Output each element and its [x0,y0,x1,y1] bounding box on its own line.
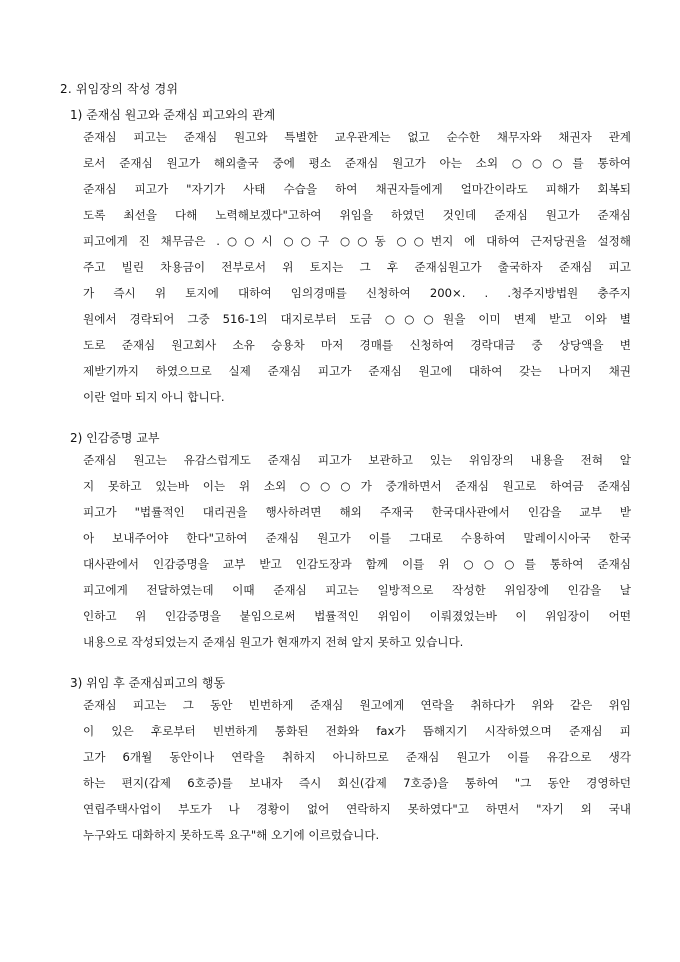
paragraph-line: 제받기까지 하였으므로 실제 준재심 피고가 준재심 원고에 대하여 갖는 나머지 채권 [83,364,631,378]
paragraph-line: 피고에게 진 채무금은 .○○시 ○○구 ○○동 ○○번지 에 대하여 근저당권을 설정해 [83,234,631,248]
paragraph-line: 피고가 "법률적인 대리권을 행사하려면 해외 주재국 한국대사관에서 인감을 교부 받 [83,505,631,519]
paragraph-line: 도록 최선을 다해 노력해보겠다"고하여 위임을 하였던 것인데 준재심 원고가 준재심 [83,208,631,222]
paragraph-line: 대사관에서 인감증명을 교부 받고 인감도장과 함께 이를 위 ○○○를 통하여 준재심 [83,557,631,571]
paragraph-line: 준재심 원고는 유감스럽게도 준재심 피고가 보관하고 있는 위임장의 내용을 전혀 알 [83,453,631,467]
subsection-1-title: 1) 준재심 원고와 준재심 피고와의 관계 [70,108,276,122]
paragraph-line: 로서 준재심 원고가 해외출국 중에 평소 준재심 원고가 아는 소외 ○○○를 통하여 [83,156,631,170]
paragraph-line: 아 보내주어야 한다"고하여 준재심 원고가 이를 그대로 수용하여 말레이시아국 한국 [83,531,631,545]
paragraph-line: 연립주택사업이 부도가 나 경황이 없어 연락하지 못하였다"고 하면서 "자기 외 국내 [83,802,631,816]
paragraph-line: 내용으로 작성되었는지 준재심 원고가 현재까지 전혀 알지 못하고 있습니다. [83,635,464,649]
section-heading: 2. 위임장의 작성 경위 [60,82,179,96]
subsection-3-body [83,692,631,848]
paragraph-line: 지 못하고 있는바 이는 위 소외 ○○○가 중개하면서 준재심 원고로 하여금 준재심 [83,479,631,493]
subsection-1-body [83,124,631,410]
subsection-2-body [83,447,631,655]
paragraph-line: 인하고 위 인감증명을 붙임으로써 법률적인 위임이 이뤄졌었는바 이 위임장이 어떤 [83,609,631,623]
paragraph-line: 고가 6개월 동안이나 연락을 취하지 아니하므로 준재심 원고가 이를 유감으로 생각 [83,750,631,764]
paragraph-line: 하는 편지(갑제 6호증)를 보내자 즉시 회신(갑제 7호증)을 통하여 "그 동안 경영하던 [83,776,631,790]
paragraph-line: 주고 빌린 차용금이 전부로서 위 토지는 그 후 준재심원고가 출국하자 준재심 피고 [83,260,631,274]
paragraph-line: 준재심 피고가 "자기가 사태 수습을 하여 채권자들에게 얼마간이라도 피해가 회복되 [83,182,631,196]
paragraph-line: 누구와도 대화하지 못하도록 요구"해 오기에 이르렀습니다. [83,828,380,842]
paragraph-line: 피고에게 전달하였는데 이때 준재심 피고는 일방적으로 작성한 위임장에 인감을 날 [83,583,631,597]
paragraph-line: 이란 얼마 되지 아니 합니다. [83,390,225,404]
paragraph-line: 준재심 피고는 준재심 원고와 특별한 교우관계는 없고 순수한 채무자와 채권자 관계 [83,130,631,144]
paragraph-line: 가 즉시 위 토지에 대하여 임의경매를 신청하여 200×. . .청주지방법원 충주지 [83,286,631,300]
paragraph-line: 도로 준재심 원고회사 소유 승용차 마저 경매를 신청하여 경락대금 중 상당액을 변 [83,338,631,352]
subsection-3-title: 3) 위임 후 준재심피고의 행동 [70,676,226,690]
paragraph-line: 이 있은 후로부터 빈번하게 통화된 전화와 fax가 뜸해지기 시작하였으며 준재심 피 [83,724,631,738]
subsection-2-title: 2) 인감증명 교부 [70,431,160,445]
paragraph-line: 원에서 경락되어 그중 516-1의 대지로부터 도금 ○○○원을 이미 변제 받고 이와 별 [83,312,631,326]
paragraph-line: 준재심 피고는 그 동안 빈번하게 준재심 원고에게 연락을 취하다가 위와 같은 위임 [83,698,631,712]
